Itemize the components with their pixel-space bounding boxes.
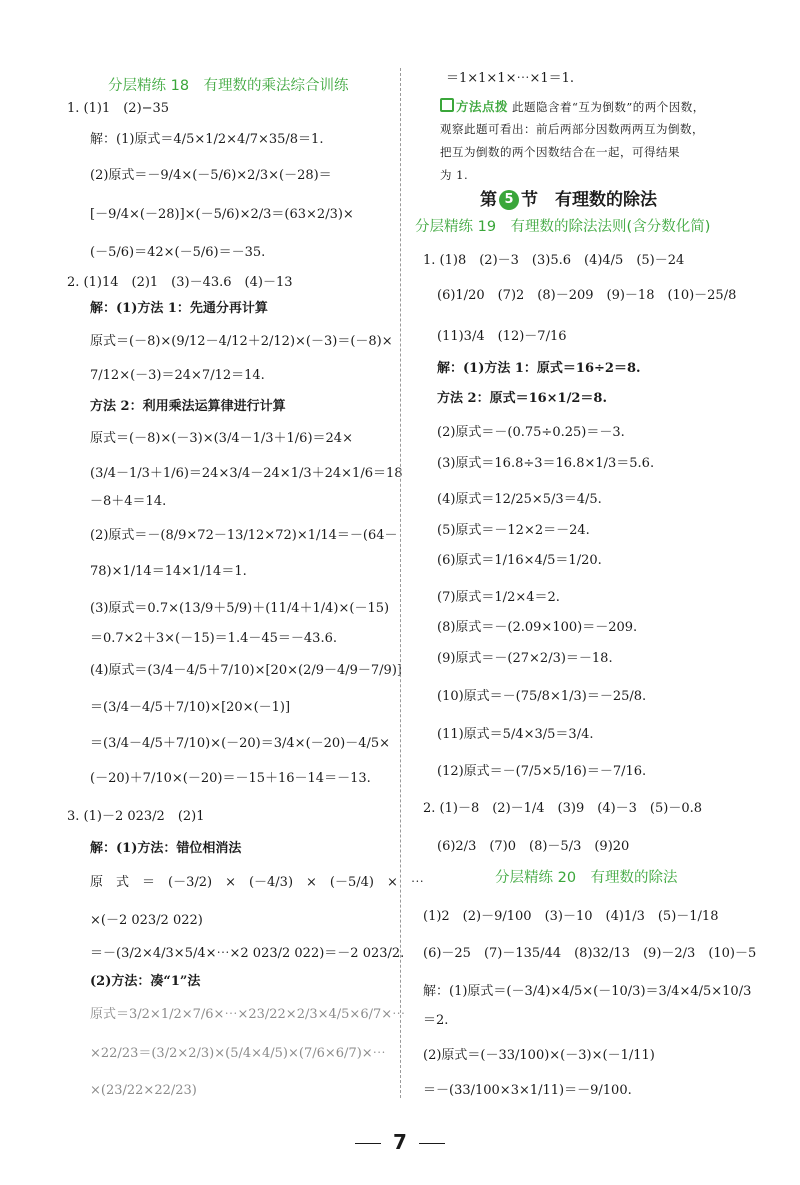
solution-line [437, 287, 736, 305]
line-text: 把互为倒数的两个因数结合在一起，可得结果 [440, 145, 680, 159]
line-text: ×(23/22×22/23) [90, 1083, 197, 1098]
solution-line [437, 688, 646, 706]
solution-line [437, 552, 602, 570]
solution-line [437, 360, 641, 378]
section-heading [495, 869, 678, 887]
solution-line [437, 455, 654, 473]
line-text: (11)3/4 (12)－7/16 [437, 329, 567, 344]
solution-line [423, 1012, 448, 1030]
line-text: 方法 2：利用乘法运算律进行计算 [90, 399, 286, 414]
solution-line [423, 945, 756, 963]
line-text: －8＋4＝14. [90, 494, 167, 509]
chapter-prefix: 第 [480, 190, 497, 210]
solution-line [423, 800, 702, 818]
line-text: 方法 2：原式＝16×1/2＝8. [437, 391, 607, 406]
line-text: ×(－2 023/2 022) [90, 913, 203, 928]
method-tip-label: 方法点拨 [440, 98, 508, 116]
solution-line [440, 98, 705, 116]
solution-line [440, 166, 468, 184]
line-text: 3. (1)－2 023/2 (2)1 [67, 809, 205, 824]
solution-line [423, 908, 718, 926]
solution-line [90, 430, 353, 448]
line-text: (3)原式＝0.7×(13/9＋5/9)＋(11/4＋1/4)×(－15) [90, 601, 390, 616]
line-text: (2)方法：凑“1”法 [90, 974, 201, 989]
solution-line [90, 333, 393, 351]
solution-line [90, 563, 247, 581]
line-text: 解：(1)方法 1：原式＝16÷2＝8. [437, 361, 641, 376]
solution-line [440, 120, 704, 138]
solution-line [437, 619, 637, 637]
line-text: ×22/23＝(3/2×2/3)×(5/4×4/5)×(7/6×6/7)×⋯ [90, 1046, 386, 1061]
solution-line [437, 328, 567, 346]
solution-line [90, 493, 166, 511]
solution-line [90, 699, 290, 717]
section-heading [108, 77, 349, 95]
solution-line [440, 143, 680, 161]
line-text: (3/4－1/3＋1/6)＝24×3/4－24×1/3＋24×1/6＝18 [90, 466, 403, 481]
line-text: (11)原式＝5/4×3/5＝3/4. [437, 727, 594, 742]
line-text: [－9/4×(－28)]×(－5/6)×2/3＝(63×2/3)× [90, 207, 354, 222]
page-number: 7 [393, 1130, 407, 1154]
line-text: ＝1×1×1×⋯×1＝1. [446, 71, 575, 86]
solution-line [90, 367, 265, 385]
line-text: ＝－(3/2×4/3×5/4×⋯×2 023/2 022)＝－2 023/2. [90, 946, 405, 961]
line-text: 此题隐含着“互为倒数”的两个因数， [512, 100, 705, 114]
solution-line [67, 808, 205, 826]
line-text: (6)原式＝1/16×4/5＝1/20. [437, 553, 602, 568]
solution-line [437, 390, 607, 408]
solution-line [90, 244, 265, 262]
solution-line [423, 1082, 632, 1100]
chapter-number-badge: 5 [499, 190, 519, 210]
solution-line [90, 167, 332, 185]
line-text: (1)2 (2)－9/100 (3)－10 (4)1/3 (5)－1/18 [423, 909, 719, 924]
line-text: (2)原式＝－(8/9×72－13/12×72)×1/14＝－(64－ [90, 528, 398, 543]
solution-line [90, 300, 268, 318]
line-text: (6)2/3 (7)0 (8)－5/3 (9)20 [437, 839, 630, 854]
line-text: 78)×1/14＝14×1/14＝1. [90, 564, 247, 579]
line-text: 原式＝(－8)×(9/12－4/12＋2/12)×(－3)＝(－8)× [90, 334, 393, 349]
solution-line [90, 912, 203, 930]
line-text: (2)原式＝－9/4×(－5/6)×2/3×(－28)＝ [90, 168, 332, 183]
line-text: (－20)＋7/10×(－20)＝－15＋16－14＝－13. [90, 771, 371, 786]
line-text: (3)原式＝16.8÷3＝16.8×1/3＝5.6. [437, 456, 655, 471]
solution-line [90, 770, 371, 788]
line-text: 1. (1)8 (2)－3 (3)5.6 (4)4/5 (5)－24 [423, 253, 685, 268]
solution-line [90, 630, 337, 648]
solution-line [437, 726, 593, 744]
solution-line [437, 589, 560, 607]
dash-right [419, 1143, 445, 1144]
line-text: 1. (1)1 (2)−35 [67, 101, 170, 116]
line-text: (6)1/20 (7)2 (8)－209 (9)－18 (10)－25/8 [437, 288, 737, 303]
solution-line [437, 522, 590, 540]
line-text: (6)－25 (7)－135/44 (8)32/13 (9)－2/3 (10)－5 [423, 946, 757, 961]
solution-line [446, 70, 574, 88]
line-text: ＝(3/4－4/5＋7/10)×(－20)＝3/4×(－20)－4/5× [90, 736, 391, 751]
line-text: 2. (1)14 (2)1 (3)－43.6 (4)－13 [67, 275, 293, 290]
line-text: ＝(3/4－4/5＋7/10)×[20×(－1)] [90, 700, 291, 715]
solution-line [90, 206, 354, 224]
line-text: (5)原式＝－12×2＝－24. [437, 523, 590, 538]
dash-left [355, 1143, 381, 1144]
solution-line [437, 838, 629, 856]
section-heading [415, 218, 710, 236]
solution-line [423, 983, 751, 1001]
solution-line [90, 662, 402, 680]
solution-line [90, 1045, 386, 1063]
line-text: (2)原式＝(－33/100)×(－3)×(－1/11) [423, 1048, 655, 1063]
solution-line [90, 465, 403, 483]
solution-line [437, 491, 602, 509]
line-text: (10)原式＝－(75/8×1/3)＝－25/8. [437, 689, 647, 704]
solution-line [90, 840, 241, 858]
solution-line [67, 274, 293, 292]
line-text: 原式＝3/2×1/2×7/6×⋯×23/22×2/3×4/5×6/7×⋯ [90, 1007, 406, 1022]
line-text: (9)原式＝－(27×2/3)＝－18. [437, 651, 613, 666]
solution-line [437, 650, 613, 668]
solution-line [90, 1082, 197, 1100]
line-text: 观察此题可看出：前后两部分因数两两互为倒数， [440, 122, 704, 136]
line-text: ＝0.7×2＋3×(－15)＝1.4－45＝－43.6. [90, 631, 337, 646]
solution-line [67, 100, 169, 118]
solution-line [90, 973, 200, 991]
line-text: 分层精练 20 有理数的除法 [495, 870, 678, 886]
line-text: 原式＝(－8)×(－3)×(3/4－1/3＋1/6)＝24× [90, 431, 353, 446]
line-text: 解：(1)方法 1：先通分再计算 [90, 301, 268, 316]
chapter-heading [480, 190, 657, 210]
line-text: 原 式 ＝ (－3/2) × (－4/3) × (－5/4) × ⋯ [90, 875, 424, 890]
solution-line [437, 763, 646, 781]
line-text: (－5/6)＝42×(－5/6)＝－35. [90, 245, 266, 260]
solution-line [423, 1047, 655, 1065]
line-text: 分层精练 19 有理数的除法法则(含分数化简) [415, 219, 711, 235]
line-text: 7/12×(－3)＝24×7/12＝14. [90, 368, 265, 383]
line-text: 解：(1)原式＝4/5×1/2×4/7×35/8＝1. [90, 132, 324, 147]
line-text: (4)原式＝12/25×5/3＝4/5. [437, 492, 602, 507]
line-text: 解：(1)方法：错位相消法 [90, 841, 242, 856]
solution-line [90, 945, 404, 963]
solution-line [90, 1006, 405, 1024]
solution-line [90, 131, 323, 149]
solution-line [423, 252, 684, 270]
line-text: 解：(1)原式＝(－3/4)×4/5×(－10/3)＝3/4×4/5×10/3 [423, 984, 752, 999]
solution-line [90, 527, 398, 545]
line-text: 为 1. [440, 168, 469, 182]
chapter-title: 节 有理数的除法 [521, 190, 657, 210]
solution-line [90, 735, 390, 753]
line-text: 2. (1)－8 (2)－1/4 (3)9 (4)－3 (5)－0.8 [423, 801, 703, 816]
solution-line [437, 424, 625, 442]
solution-line [90, 874, 424, 892]
column-divider [400, 68, 401, 1098]
solution-line [90, 600, 389, 618]
line-text: (4)原式＝(3/4－4/5＋7/10)×[20×(2/9－4/9－7/9)] [90, 663, 402, 678]
line-text: ＝2. [423, 1013, 449, 1028]
solution-line [90, 398, 286, 416]
page-number-footer [0, 1130, 800, 1154]
line-text: 分层精练 18 有理数的乘法综合训练 [108, 78, 349, 94]
line-text: (2)原式＝－(0.75÷0.25)＝－3. [437, 425, 625, 440]
line-text: (12)原式＝－(7/5×5/16)＝－7/16. [437, 764, 647, 779]
line-text: ＝－(33/100×3×1/11)＝－9/100. [423, 1083, 632, 1098]
line-text: (8)原式＝－(2.09×100)＝－209. [437, 620, 638, 635]
line-text: (7)原式＝1/2×4＝2. [437, 590, 560, 605]
